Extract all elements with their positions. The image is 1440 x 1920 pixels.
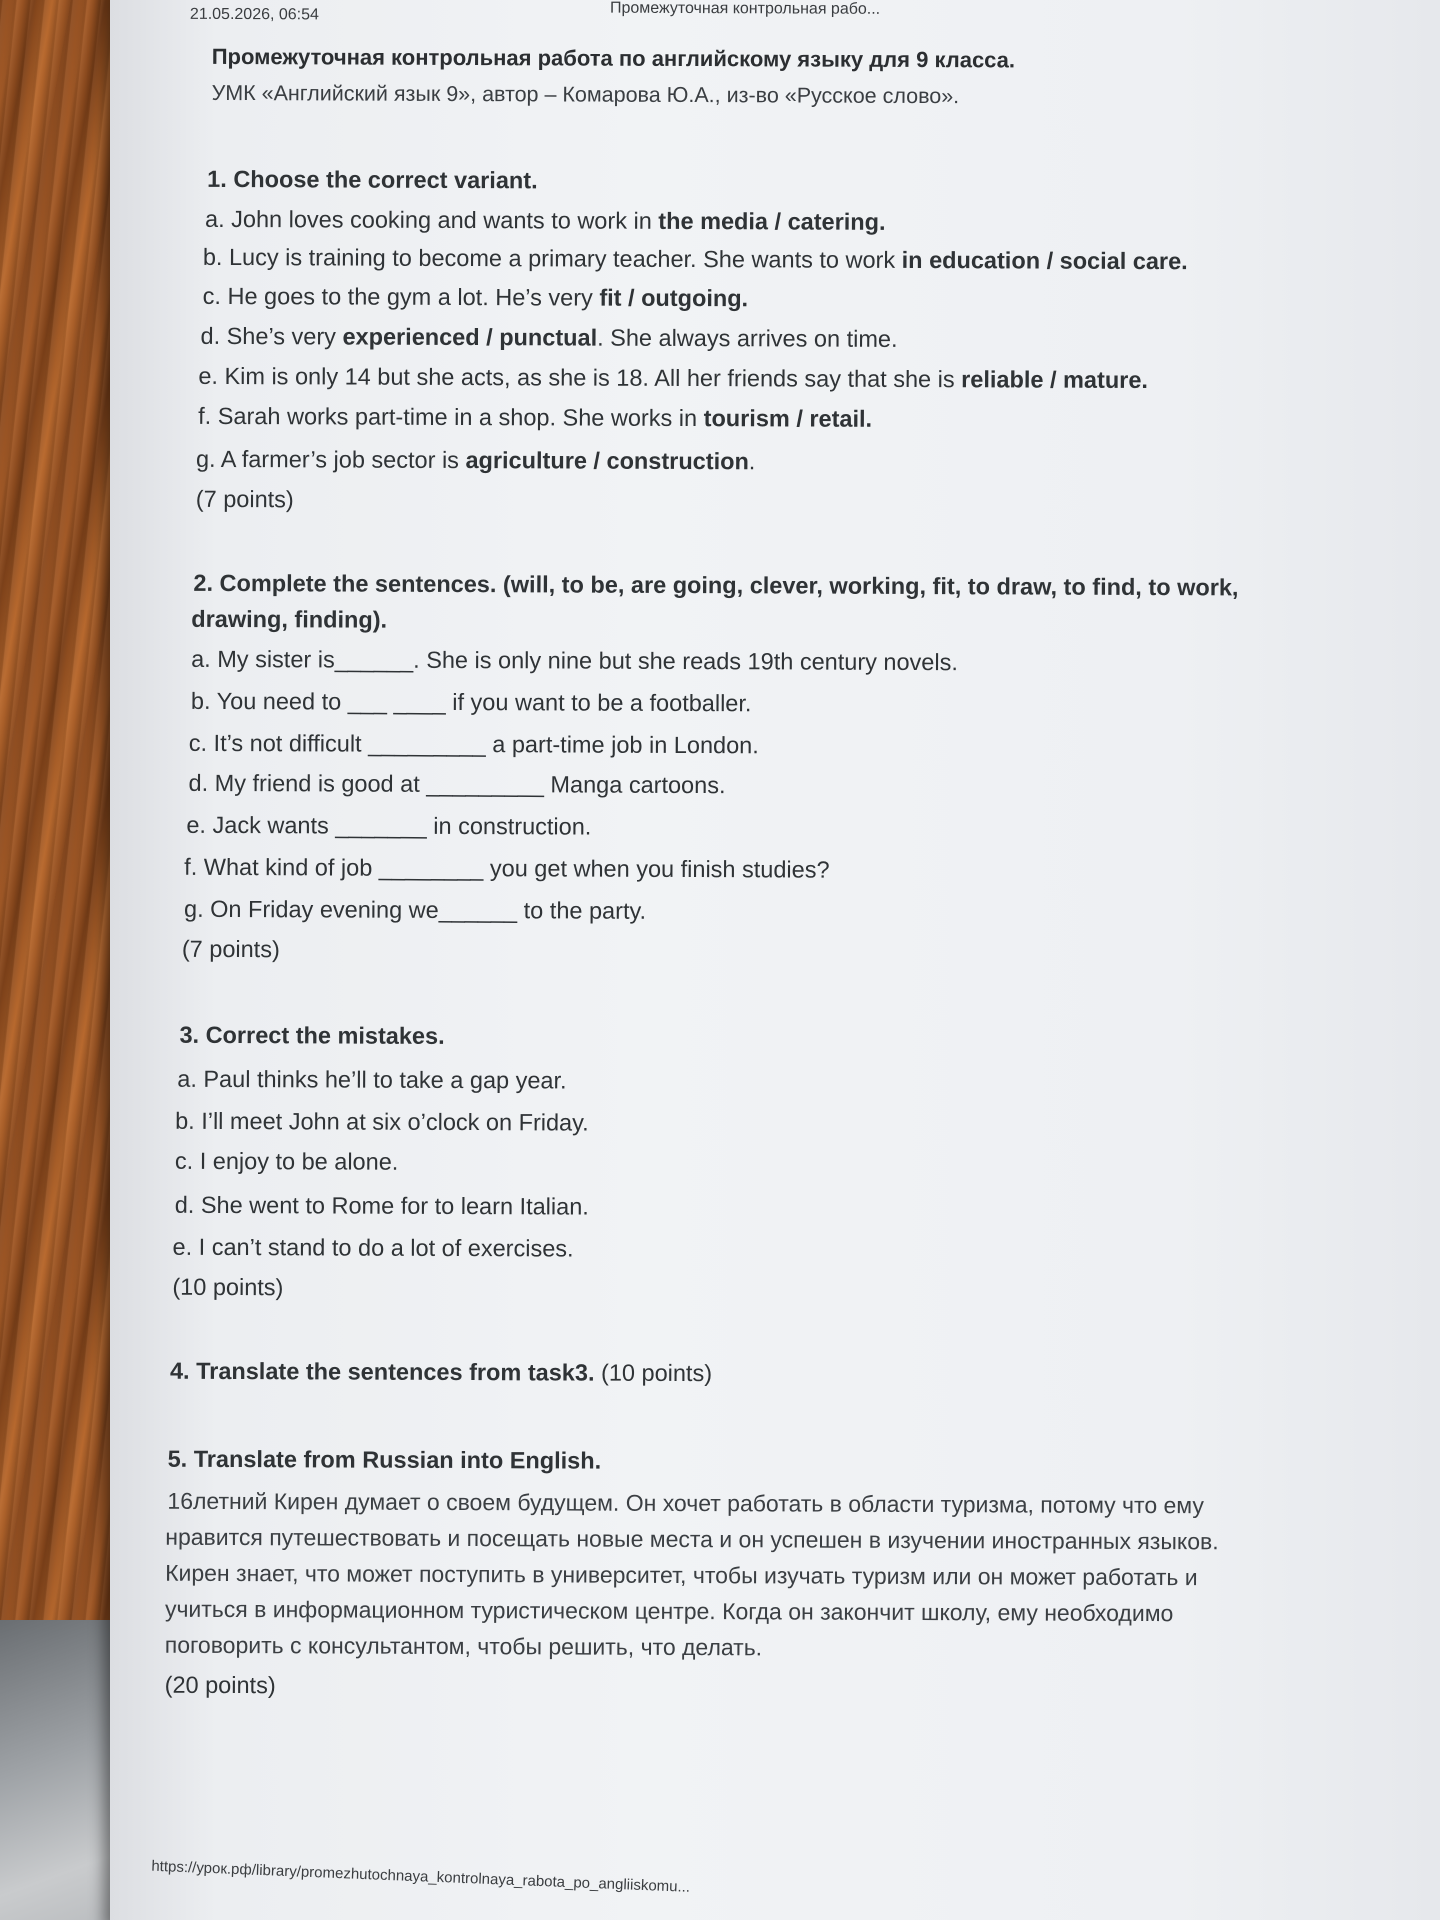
task2-item-f: f. What kind of job ________ you get when you finish studies? <box>184 853 830 883</box>
task3-points: (10 points) <box>172 1273 284 1301</box>
task5-text-line-5: поговорить с консультантом, чтобы решить, что делать. <box>164 1631 763 1661</box>
task3-item-e: e. I can’t stand to do a lot of exercises. <box>172 1233 574 1262</box>
task3-heading: 3. Correct the mistakes. <box>179 1021 445 1049</box>
task5-heading: 5. Translate from Russian into English. <box>167 1445 602 1474</box>
task1-points: (7 points) <box>195 485 294 513</box>
task1-item-a: a. John loves cooking and wants to work in the media / catering. <box>204 205 886 235</box>
document-subtitle: УМК «Английский язык 9», автор – Комарова Ю.А., из-во «Русское слово». <box>211 80 960 109</box>
task1-item-e: e. Kim is only 14 but she acts, as she is 18. All her friends say that she is reliable / mature. <box>198 362 1149 394</box>
task1-item-f: f. Sarah works part-time in a shop. She works in tourism / retail. <box>198 402 873 432</box>
task1-item-c: c. He goes to the gym a lot. He’s very fit / outgoing. <box>202 282 749 312</box>
task4-line: 4. Translate the sentences from task3. (10 points) <box>169 1357 713 1387</box>
task3-item-c: c. I enjoy to be alone. <box>174 1147 399 1175</box>
task2-item-e: e. Jack wants _______ in construction. <box>186 811 592 840</box>
task5-points: (20 points) <box>164 1671 276 1699</box>
task5-text-line-1: 16летний Кирен думает о своем будущем. Он хочет работать в области туризма, потому что ему <box>167 1487 1204 1519</box>
print-date-time: 21.05.2026, 06:54 <box>189 5 319 24</box>
task2-item-d: d. My friend is good at _________ Manga cartoons. <box>188 769 726 799</box>
task5-text-line-2: нравится путешествовать и посещать новые места и он успешен в изучении иностранных языков. <box>165 1523 1219 1555</box>
print-tab-title: Промежуточная контрольная рабо... <box>609 0 881 18</box>
task1-item-g: g. A farmer’s job sector is agriculture / construction. <box>195 445 756 475</box>
print-footer-url: https://урок.рф/library/promezhutochnaya_kontrolnaya_rabota_po_angliiskomu... <box>151 1857 691 1896</box>
task3-item-d: d. She went to Rome for to learn Italian. <box>174 1191 589 1220</box>
task3-item-a: a. Paul thinks he’ll to take a gap year. <box>177 1065 567 1094</box>
task3-item-b: b. I’ll meet John at six o’clock on Friday. <box>175 1107 589 1136</box>
task2-points: (7 points) <box>181 935 280 963</box>
task2-item-g: g. On Friday evening we______ to the party. <box>183 895 647 924</box>
task2-heading-line1: 2. Complete the sentences. (will, to be, are going, clever, working, fit, to draw, to find, to work, <box>193 569 1239 601</box>
document-title: Промежуточная контрольная работа по английскому языку для 9 класса. <box>211 43 1016 73</box>
task2-item-a: a. My sister is______. She is only nine but she reads 19th century novels. <box>191 645 958 676</box>
task1-item-d: d. She’s very experienced / punctual. She always arrives on time. <box>200 322 898 352</box>
task1-item-b: b. Lucy is training to become a primary teacher. She wants to work in education / social care. <box>202 243 1188 275</box>
task2-item-c: c. It’s not difficult _________ a part-time job in London. <box>188 729 759 759</box>
task5-text-line-3: Кирен знает, что может поступить в университет, чтобы изучать туризм или он может работать и <box>165 1559 1198 1591</box>
task1-heading: 1. Choose the correct variant. <box>207 165 538 194</box>
task5-text-line-4: учиться в информационном туристическом центре. Когда он закончит школу, ему необходимо <box>164 1595 1174 1627</box>
task2-heading-line2: drawing, finding). <box>191 605 388 633</box>
task2-item-b: b. You need to ___ ____ if you want to be a footballer. <box>190 687 752 717</box>
